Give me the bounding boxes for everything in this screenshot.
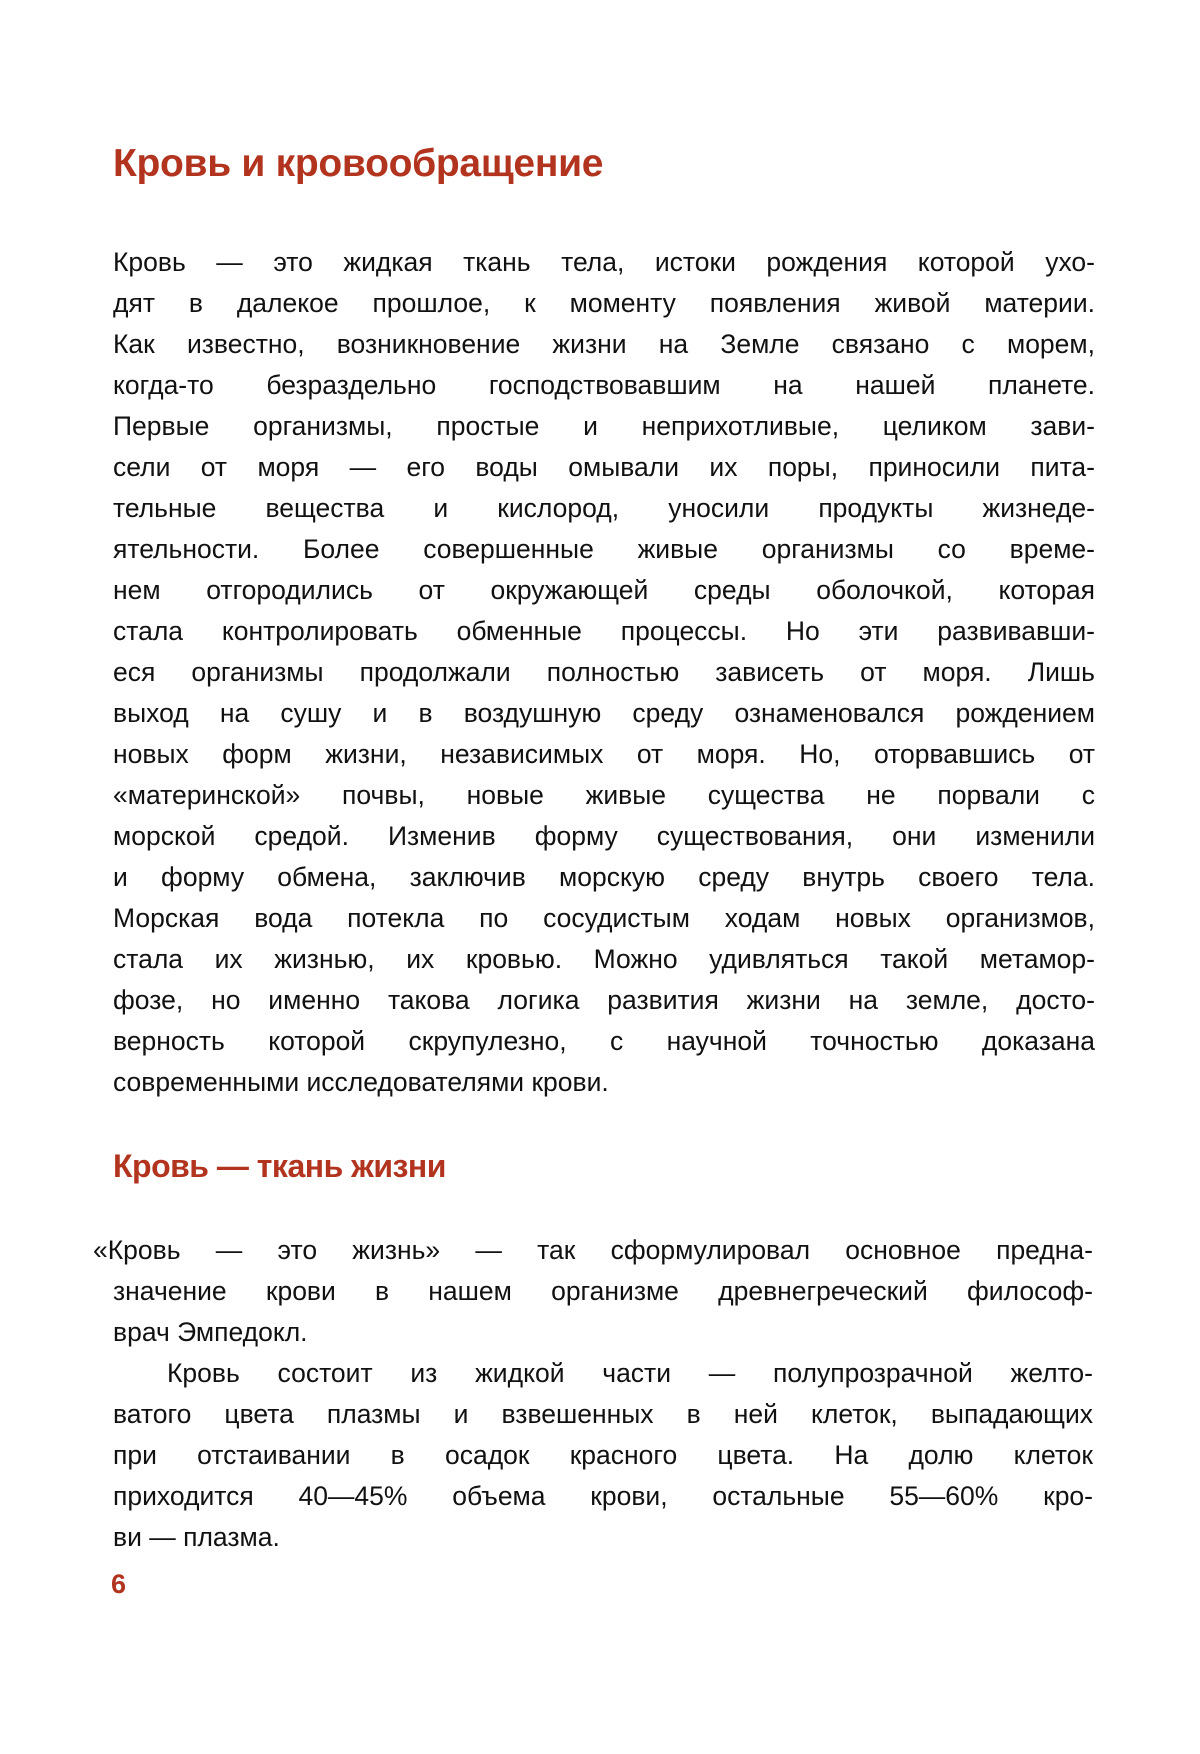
text-line: современными исследователями крови.	[113, 1067, 609, 1097]
chapter-title: Кровь и кровообращение	[113, 142, 604, 185]
intro-paragraph	[113, 242, 1095, 1103]
text-line: Морская вода потекла по сосудистым ходам новых организмов,	[113, 903, 1095, 933]
text-line: значение крови в нашем организме древнегреческий философ-	[113, 1276, 1093, 1306]
text-line: Первые организмы, простые и неприхотливые, целиком зави-	[113, 411, 1095, 441]
text-line: ви — плазма.	[113, 1522, 280, 1552]
text-line: сели от моря — его воды омывали их поры, приносили пита-	[113, 452, 1095, 482]
text-line: выход на сушу и в воздушную среду ознаменовался рождением	[113, 698, 1095, 728]
section-title: Кровь — ткань жизни	[113, 1148, 446, 1184]
composition-paragraph	[93, 1353, 1093, 1558]
text-line: и форму обмена, заключив морскую среду внутрь своего тела.	[113, 862, 1095, 892]
quote-paragraph	[93, 1230, 1093, 1353]
text-line: верность которой скрупулезно, с научной точностью доказана	[113, 1026, 1095, 1056]
text-line: «материнской» почвы, новые живые существа не порвали с	[113, 780, 1095, 810]
text-line: при отстаивании в осадок красного цвета. На долю клеток	[113, 1440, 1093, 1470]
text-line: врач Эмпедокл.	[113, 1317, 308, 1347]
text-line: стала их жизнью, их кровью. Можно удивляться такой метамор-	[113, 944, 1095, 974]
text-line: морской средой. Изменив форму существования, они изменили	[113, 821, 1095, 851]
text-line: новых форм жизни, независимых от моря. Но, оторвавшись от	[113, 739, 1095, 769]
text-line: ятельности. Более совершенные живые организмы со време-	[113, 534, 1095, 564]
page-number: 6	[111, 1569, 127, 1599]
text-line: еся организмы продолжали полностью зависеть от моря. Лишь	[113, 657, 1095, 687]
text-line: дят в далекое прошлое, к моменту появления живой материи.	[113, 288, 1095, 318]
text-line: нем отгородились от окружающей среды оболочкой, которая	[113, 575, 1095, 605]
text-line: тельные вещества и кислород, уносили продукты жизнеде-	[113, 493, 1095, 523]
text-line: Как известно, возникновение жизни на Земле связано с морем,	[113, 329, 1095, 359]
text-line: когда-то безраздельно господствовавшим на нашей планете.	[113, 370, 1095, 400]
section-body	[93, 1230, 1093, 1558]
text-line: ватого цвета плазмы и взвешенных в ней клеток, выпадающих	[113, 1399, 1093, 1429]
text-line: Кровь состоит из жидкой части — полупрозрачной желто-	[167, 1358, 1093, 1388]
text-line: фозе, но именно такова логика развития жизни на земле, досто-	[113, 985, 1095, 1015]
text-line: стала контролировать обменные процессы. Но эти развивавши-	[113, 616, 1095, 646]
text-line: «Кровь — это жизнь» — так сформулировал основное предна-	[93, 1235, 1093, 1265]
text-line: приходится 40—45% объема крови, остальные 55—60% кро-	[113, 1481, 1093, 1511]
text-line: Кровь — это жидкая ткань тела, истоки рождения которой ухо-	[113, 247, 1095, 277]
